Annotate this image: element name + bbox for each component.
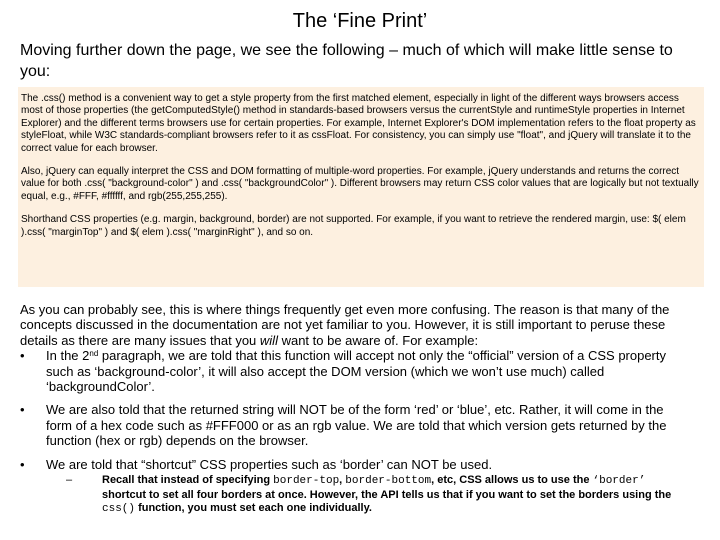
bullet-2-text: We are also told that the returned string will NOT be of the form ‘red’ or ‘blue’, etc. Rather, it will come in the form of a hex code such as #FFF000 or as an rgb value. We are told that which version gets returned by the function (hex or rgb) depends on the browser. [46,402,667,449]
bullet-item-2 [20,402,688,448]
bullet-3-text: We are told that “shortcut” CSS properties such as ‘border’ can NOT be used. [46,456,493,472]
lead-paragraph [20,302,688,348]
bullet-1-superscript: nd [89,349,99,359]
lead-part-2: want to be aware of. For example: [277,332,479,348]
slide-title: The ‘Fine Print’ [292,10,428,32]
documentation-excerpt [18,87,704,287]
sub-bullet-item [66,474,688,517]
bullet-dot: • [20,348,25,364]
excerpt-paragraph-3: Shorthand CSS properties (e.g. margin, background, border) are not supported. For example, if you want to retrieve the rendered margin, use: $( elem ).css( "marginTop" ) and $( elem ).css( "marginRight" ), and so on. [21,214,686,238]
sub-text-5: function, you must set each one individually. [135,502,372,515]
intro-text: Moving further down the page, we see the following – much of which will make little sense to you: [20,42,673,80]
sub-text-1: Recall that instead of specifying [102,474,274,487]
sub-text-4: shortcut to set all four borders at once. However, the API tells us that if you want to set the borders using the [102,488,672,501]
lead-part-1: As you can probably see, this is where things frequently get even more confusing. The reason is that many of the concepts discussed in the documentation are not yet familiar to you. However, it is still important to peruse these details as there are many issues that you [20,302,670,348]
bullet-1-pre: In the 2 [46,348,90,364]
bullet-1-post: paragraph, we are told that this function will accept not only the “official” version of a CSS property such as ‘background-color’, it will also accept the DOM version (which we won’t use much) called ‘backgroundColor’. [46,348,667,395]
sub-text-2: , [339,474,346,487]
sub-text-3: , etc, CSS allows us to use the [431,474,593,487]
bullet-item-1 [20,348,688,394]
bullet-item-3 [20,457,688,517]
sub-bullet-list [46,474,688,517]
excerpt-paragraph-1: The .css() method is a convenient way to get a style property from the first matched element, especially in light of the different ways browsers access most of those properties (the getComputedStyle() method in standards-based browsers versus the currentStyle and runtimeStyle properties in Internet Explorer) and the different terms browsers use for certain properties. For example, Internet Explorer's DOM implementation refers to the float property as styleFloat, while W3C standards-compliant browsers refer to it as cssFloat. For consistency, you can simply use "float", and jQuery will translate it to the correct value for each browser. [21,93,696,154]
code-border: ‘border’ [592,475,646,488]
sub-bullet-dash: – [66,474,73,487]
code-border-bottom: border-bottom [345,475,432,488]
code-border-top: border-top [273,475,340,488]
explanation-body [20,302,688,517]
bullet-list [20,348,688,517]
excerpt-paragraph-2: Also, jQuery can equally interpret the CSS and DOM formatting of multiple-word properties. For example, jQuery understands and returns the correct value for both .css( "background-color" ) and .css( "backgroundColor" ). Different browsers may return CSS color values that are logically but not textually equal, e.g., #FFF, #ffffff, and rgb(255,255,255). [21,166,699,202]
bullet-dot: • [20,456,25,472]
lead-emphasis: will [259,332,278,348]
code-css-function: css() [102,503,136,516]
bullet-dot: • [20,402,25,418]
